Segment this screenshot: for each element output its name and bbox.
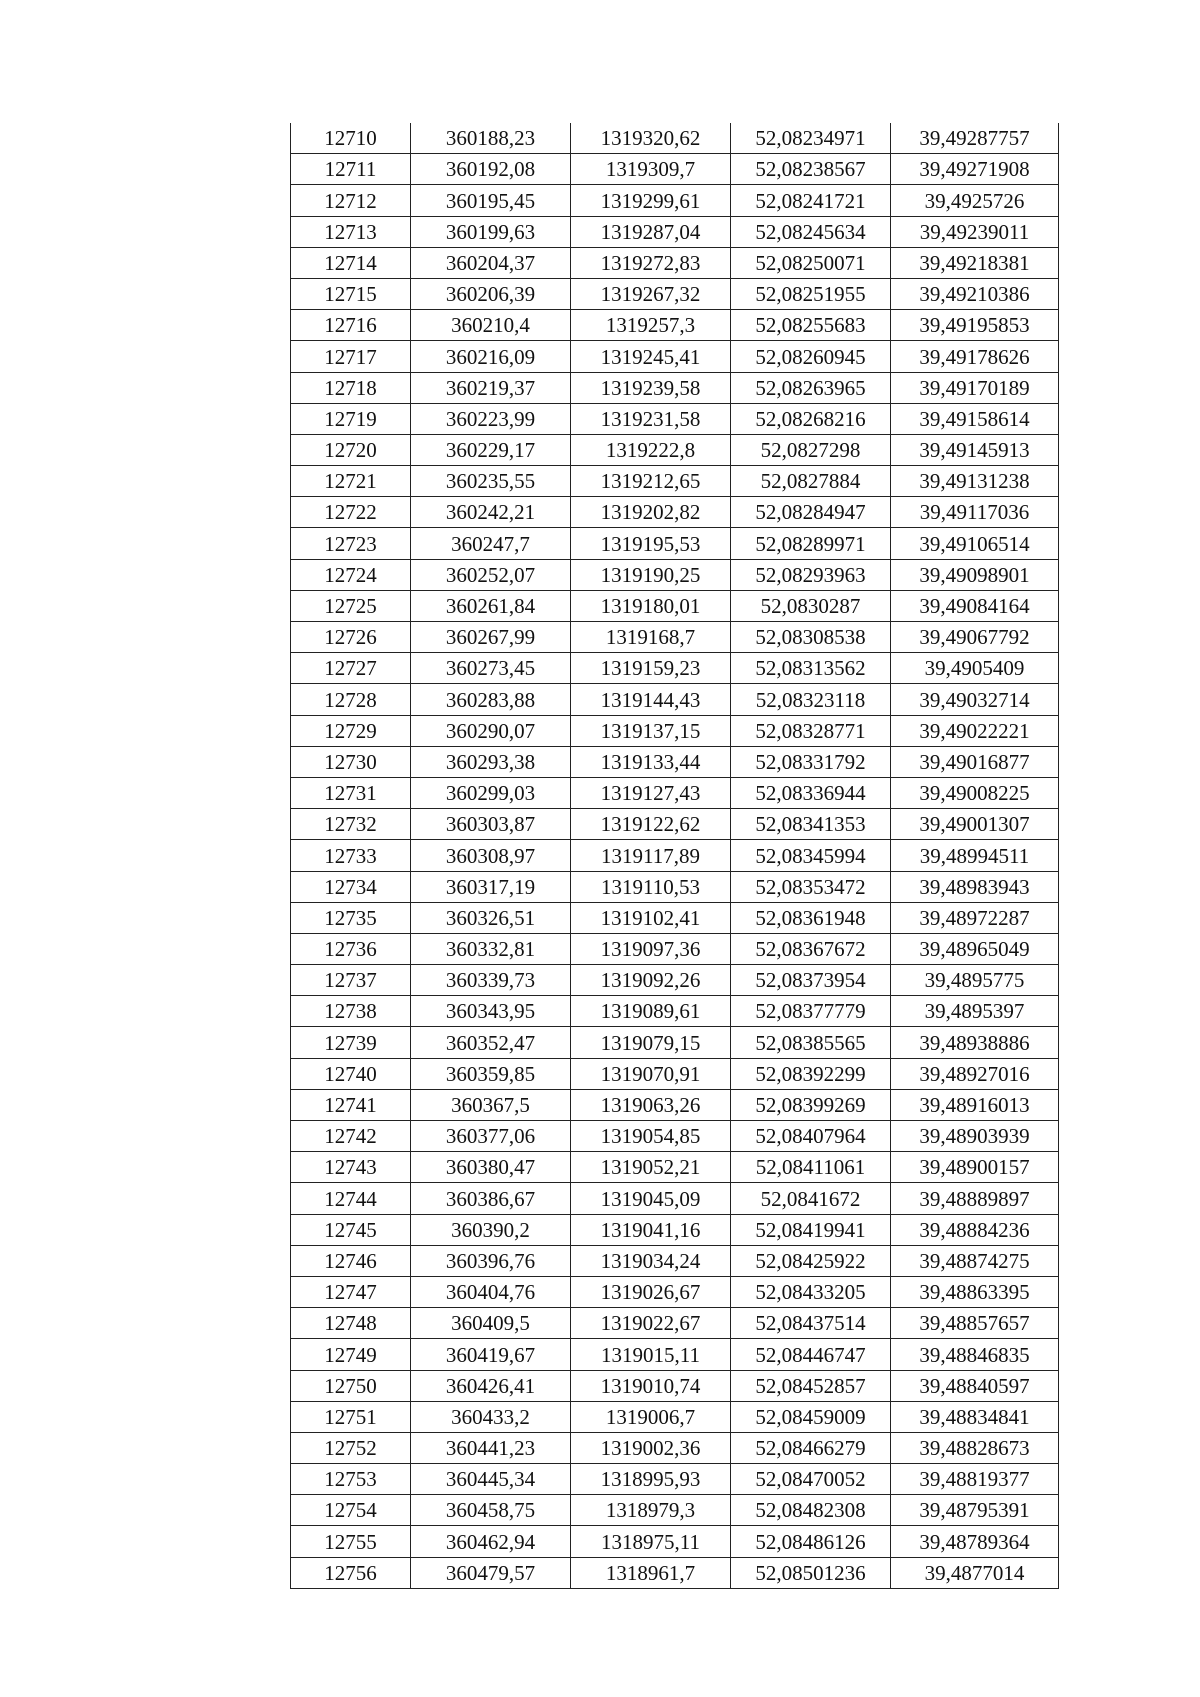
cell-coord-x: 360409,5 — [411, 1308, 571, 1339]
cell-coord-x: 360326,51 — [411, 902, 571, 933]
cell-point-number: 12743 — [291, 1152, 411, 1183]
table-row — [291, 1308, 1059, 1339]
cell-coord-y: 1319222,8 — [571, 434, 731, 465]
cell-longitude: 39,48916013 — [891, 1089, 1059, 1120]
table-row — [291, 653, 1059, 684]
cell-latitude: 52,08323118 — [731, 684, 891, 715]
cell-point-number: 12755 — [291, 1526, 411, 1557]
cell-coord-x: 360223,99 — [411, 403, 571, 434]
cell-point-number: 12753 — [291, 1464, 411, 1495]
cell-longitude: 39,48819377 — [891, 1464, 1059, 1495]
table-row — [291, 996, 1059, 1027]
cell-longitude: 39,48840597 — [891, 1370, 1059, 1401]
cell-longitude: 39,49117036 — [891, 497, 1059, 528]
cell-latitude: 52,08308538 — [731, 622, 891, 653]
cell-point-number: 12746 — [291, 1245, 411, 1276]
cell-longitude: 39,49210386 — [891, 278, 1059, 309]
cell-point-number: 12736 — [291, 933, 411, 964]
cell-longitude: 39,48857657 — [891, 1308, 1059, 1339]
cell-latitude: 52,08245634 — [731, 216, 891, 247]
cell-coord-y: 1318975,11 — [571, 1526, 731, 1557]
cell-longitude: 39,48863395 — [891, 1276, 1059, 1307]
cell-coord-y: 1319159,23 — [571, 653, 731, 684]
cell-coord-y: 1319212,65 — [571, 466, 731, 497]
cell-longitude: 39,49145913 — [891, 434, 1059, 465]
cell-point-number: 12751 — [291, 1401, 411, 1432]
cell-point-number: 12721 — [291, 466, 411, 497]
cell-point-number: 12734 — [291, 871, 411, 902]
cell-coord-y: 1319102,41 — [571, 902, 731, 933]
cell-point-number: 12733 — [291, 840, 411, 871]
cell-latitude: 52,08255683 — [731, 310, 891, 341]
table-row — [291, 871, 1059, 902]
cell-coord-x: 360267,99 — [411, 622, 571, 653]
cell-longitude: 39,49106514 — [891, 528, 1059, 559]
cell-coord-x: 360229,17 — [411, 434, 571, 465]
cell-latitude: 52,08466279 — [731, 1432, 891, 1463]
table-row — [291, 746, 1059, 777]
cell-longitude: 39,49016877 — [891, 746, 1059, 777]
cell-point-number: 12712 — [291, 185, 411, 216]
cell-coord-y: 1319272,83 — [571, 247, 731, 278]
cell-coord-y: 1319006,7 — [571, 1401, 731, 1432]
cell-latitude: 52,08268216 — [731, 403, 891, 434]
coordinates-table — [290, 123, 1059, 1589]
table-row — [291, 1401, 1059, 1432]
cell-latitude: 52,08260945 — [731, 341, 891, 372]
cell-latitude: 52,08241721 — [731, 185, 891, 216]
cell-latitude: 52,08425922 — [731, 1245, 891, 1276]
cell-latitude: 52,08313562 — [731, 653, 891, 684]
table-row — [291, 403, 1059, 434]
table-row — [291, 1058, 1059, 1089]
cell-coord-x: 360377,06 — [411, 1121, 571, 1152]
cell-coord-y: 1319168,7 — [571, 622, 731, 653]
cell-coord-y: 1319195,53 — [571, 528, 731, 559]
cell-coord-y: 1319299,61 — [571, 185, 731, 216]
cell-point-number: 12750 — [291, 1370, 411, 1401]
table-row — [291, 715, 1059, 746]
cell-latitude: 52,08377779 — [731, 996, 891, 1027]
cell-coord-y: 1319309,7 — [571, 154, 731, 185]
table-row — [291, 1245, 1059, 1276]
cell-latitude: 52,0841672 — [731, 1183, 891, 1214]
cell-latitude: 52,0830287 — [731, 590, 891, 621]
cell-coord-y: 1319110,53 — [571, 871, 731, 902]
cell-latitude: 52,08385565 — [731, 1027, 891, 1058]
cell-latitude: 52,08263965 — [731, 372, 891, 403]
cell-latitude: 52,08284947 — [731, 497, 891, 528]
cell-point-number: 12725 — [291, 590, 411, 621]
table-row — [291, 154, 1059, 185]
cell-longitude: 39,48938886 — [891, 1027, 1059, 1058]
cell-coord-x: 360367,5 — [411, 1089, 571, 1120]
cell-coord-x: 360419,67 — [411, 1339, 571, 1370]
cell-longitude: 39,48983943 — [891, 871, 1059, 902]
cell-point-number: 12749 — [291, 1339, 411, 1370]
table-row — [291, 1027, 1059, 1058]
cell-coord-y: 1318979,3 — [571, 1495, 731, 1526]
table-row — [291, 1214, 1059, 1245]
cell-coord-y: 1319034,24 — [571, 1245, 731, 1276]
table-row — [291, 1557, 1059, 1588]
cell-latitude: 52,08501236 — [731, 1557, 891, 1588]
table-row — [291, 933, 1059, 964]
cell-point-number: 12735 — [291, 902, 411, 933]
cell-coord-y: 1319122,62 — [571, 809, 731, 840]
cell-coord-y: 1319070,91 — [571, 1058, 731, 1089]
cell-point-number: 12727 — [291, 653, 411, 684]
cell-point-number: 12730 — [291, 746, 411, 777]
cell-coord-y: 1319239,58 — [571, 372, 731, 403]
table-row — [291, 216, 1059, 247]
cell-longitude: 39,49032714 — [891, 684, 1059, 715]
cell-coord-y: 1319133,44 — [571, 746, 731, 777]
cell-latitude: 52,08345994 — [731, 840, 891, 871]
cell-coord-y: 1319245,41 — [571, 341, 731, 372]
table-row — [291, 372, 1059, 403]
cell-latitude: 52,08446747 — [731, 1339, 891, 1370]
cell-point-number: 12724 — [291, 559, 411, 590]
table-row — [291, 1464, 1059, 1495]
cell-coord-y: 1319089,61 — [571, 996, 731, 1027]
cell-coord-x: 360299,03 — [411, 777, 571, 808]
cell-latitude: 52,08250071 — [731, 247, 891, 278]
cell-coord-y: 1318995,93 — [571, 1464, 731, 1495]
cell-coord-y: 1319045,09 — [571, 1183, 731, 1214]
cell-latitude: 52,08399269 — [731, 1089, 891, 1120]
cell-latitude: 52,08336944 — [731, 777, 891, 808]
cell-longitude: 39,48828673 — [891, 1432, 1059, 1463]
cell-coord-x: 360462,94 — [411, 1526, 571, 1557]
cell-longitude: 39,49158614 — [891, 403, 1059, 434]
cell-coord-y: 1319092,26 — [571, 965, 731, 996]
cell-latitude: 52,08486126 — [731, 1526, 891, 1557]
table-row — [291, 559, 1059, 590]
cell-latitude: 52,08452857 — [731, 1370, 891, 1401]
table-row — [291, 965, 1059, 996]
table-row — [291, 247, 1059, 278]
cell-coord-x: 360199,63 — [411, 216, 571, 247]
cell-latitude: 52,08411061 — [731, 1152, 891, 1183]
cell-coord-y: 1319079,15 — [571, 1027, 731, 1058]
cell-point-number: 12754 — [291, 1495, 411, 1526]
cell-latitude: 52,08419941 — [731, 1214, 891, 1245]
cell-coord-x: 360283,88 — [411, 684, 571, 715]
table-row — [291, 1495, 1059, 1526]
cell-latitude: 52,08251955 — [731, 278, 891, 309]
cell-coord-x: 360195,45 — [411, 185, 571, 216]
cell-coord-y: 1319022,67 — [571, 1308, 731, 1339]
table-row — [291, 1432, 1059, 1463]
table-row — [291, 622, 1059, 653]
cell-latitude: 52,08392299 — [731, 1058, 891, 1089]
cell-coord-x: 360293,38 — [411, 746, 571, 777]
cell-longitude: 39,4877014 — [891, 1557, 1059, 1588]
cell-coord-y: 1319054,85 — [571, 1121, 731, 1152]
cell-point-number: 12716 — [291, 310, 411, 341]
cell-coord-x: 360308,97 — [411, 840, 571, 871]
cell-point-number: 12739 — [291, 1027, 411, 1058]
cell-coord-x: 360426,41 — [411, 1370, 571, 1401]
cell-coord-x: 360441,23 — [411, 1432, 571, 1463]
cell-latitude: 52,08367672 — [731, 933, 891, 964]
cell-longitude: 39,49218381 — [891, 247, 1059, 278]
table-row — [291, 1089, 1059, 1120]
cell-latitude: 52,08437514 — [731, 1308, 891, 1339]
cell-coord-x: 360343,95 — [411, 996, 571, 1027]
cell-coord-x: 360206,39 — [411, 278, 571, 309]
cell-latitude: 52,08234971 — [731, 123, 891, 154]
cell-point-number: 12714 — [291, 247, 411, 278]
cell-point-number: 12738 — [291, 996, 411, 1027]
cell-coord-x: 360396,76 — [411, 1245, 571, 1276]
cell-point-number: 12722 — [291, 497, 411, 528]
cell-coord-y: 1319144,43 — [571, 684, 731, 715]
cell-coord-x: 360210,4 — [411, 310, 571, 341]
table-row — [291, 497, 1059, 528]
cell-coord-x: 360380,47 — [411, 1152, 571, 1183]
cell-longitude: 39,48846835 — [891, 1339, 1059, 1370]
cell-point-number: 12711 — [291, 154, 411, 185]
cell-longitude: 39,49022221 — [891, 715, 1059, 746]
cell-coord-x: 360252,07 — [411, 559, 571, 590]
cell-latitude: 52,08328771 — [731, 715, 891, 746]
cell-longitude: 39,48900157 — [891, 1152, 1059, 1183]
table-row — [291, 123, 1059, 154]
cell-point-number: 12742 — [291, 1121, 411, 1152]
cell-coord-x: 360273,45 — [411, 653, 571, 684]
cell-coord-y: 1319231,58 — [571, 403, 731, 434]
cell-coord-x: 360339,73 — [411, 965, 571, 996]
table-row — [291, 590, 1059, 621]
cell-point-number: 12728 — [291, 684, 411, 715]
cell-point-number: 12748 — [291, 1308, 411, 1339]
cell-coord-x: 360242,21 — [411, 497, 571, 528]
cell-coord-y: 1319117,89 — [571, 840, 731, 871]
cell-latitude: 52,08341353 — [731, 809, 891, 840]
cell-latitude: 52,08373954 — [731, 965, 891, 996]
cell-longitude: 39,48789364 — [891, 1526, 1059, 1557]
cell-point-number: 12747 — [291, 1276, 411, 1307]
table-row — [291, 1152, 1059, 1183]
cell-longitude: 39,49067792 — [891, 622, 1059, 653]
cell-coord-x: 360247,7 — [411, 528, 571, 559]
cell-longitude: 39,48965049 — [891, 933, 1059, 964]
cell-latitude: 52,0827298 — [731, 434, 891, 465]
cell-point-number: 12732 — [291, 809, 411, 840]
cell-coord-y: 1319137,15 — [571, 715, 731, 746]
cell-latitude: 52,08289971 — [731, 528, 891, 559]
table-row — [291, 809, 1059, 840]
table-row — [291, 777, 1059, 808]
table-row — [291, 902, 1059, 933]
cell-coord-y: 1319287,04 — [571, 216, 731, 247]
cell-longitude: 39,4925726 — [891, 185, 1059, 216]
cell-point-number: 12718 — [291, 372, 411, 403]
cell-coord-y: 1319015,11 — [571, 1339, 731, 1370]
cell-latitude: 52,08293963 — [731, 559, 891, 590]
cell-point-number: 12745 — [291, 1214, 411, 1245]
cell-point-number: 12756 — [291, 1557, 411, 1588]
cell-latitude: 52,08407964 — [731, 1121, 891, 1152]
table-row — [291, 528, 1059, 559]
cell-longitude: 39,49098901 — [891, 559, 1059, 590]
cell-point-number: 12737 — [291, 965, 411, 996]
cell-coord-x: 360235,55 — [411, 466, 571, 497]
table-row — [291, 1370, 1059, 1401]
cell-point-number: 12741 — [291, 1089, 411, 1120]
cell-point-number: 12726 — [291, 622, 411, 653]
cell-coord-y: 1319267,32 — [571, 278, 731, 309]
cell-point-number: 12713 — [291, 216, 411, 247]
table-row — [291, 1526, 1059, 1557]
cell-latitude: 52,08470052 — [731, 1464, 891, 1495]
cell-longitude: 39,49287757 — [891, 123, 1059, 154]
cell-longitude: 39,49170189 — [891, 372, 1059, 403]
cell-longitude: 39,48903939 — [891, 1121, 1059, 1152]
cell-coord-x: 360458,75 — [411, 1495, 571, 1526]
cell-longitude: 39,49084164 — [891, 590, 1059, 621]
cell-latitude: 52,08482308 — [731, 1495, 891, 1526]
cell-coord-x: 360192,08 — [411, 154, 571, 185]
cell-latitude: 52,08361948 — [731, 902, 891, 933]
cell-coord-x: 360352,47 — [411, 1027, 571, 1058]
cell-coord-x: 360290,07 — [411, 715, 571, 746]
cell-point-number: 12710 — [291, 123, 411, 154]
cell-latitude: 52,08459009 — [731, 1401, 891, 1432]
cell-longitude: 39,48884236 — [891, 1214, 1059, 1245]
cell-coord-y: 1319127,43 — [571, 777, 731, 808]
table-row — [291, 310, 1059, 341]
cell-coord-x: 360359,85 — [411, 1058, 571, 1089]
cell-coord-y: 1319320,62 — [571, 123, 731, 154]
cell-point-number: 12715 — [291, 278, 411, 309]
cell-coord-x: 360261,84 — [411, 590, 571, 621]
cell-coord-y: 1319180,01 — [571, 590, 731, 621]
cell-coord-x: 360404,76 — [411, 1276, 571, 1307]
cell-coord-y: 1319041,16 — [571, 1214, 731, 1245]
cell-coord-x: 360216,09 — [411, 341, 571, 372]
cell-coord-y: 1319063,26 — [571, 1089, 731, 1120]
table-row — [291, 1339, 1059, 1370]
cell-longitude: 39,48972287 — [891, 902, 1059, 933]
table-row — [291, 278, 1059, 309]
cell-latitude: 52,08433205 — [731, 1276, 891, 1307]
cell-coord-x: 360433,2 — [411, 1401, 571, 1432]
cell-point-number: 12720 — [291, 434, 411, 465]
cell-coord-x: 360204,37 — [411, 247, 571, 278]
cell-point-number: 12719 — [291, 403, 411, 434]
cell-coord-y: 1319257,3 — [571, 310, 731, 341]
cell-coord-y: 1319010,74 — [571, 1370, 731, 1401]
cell-coord-x: 360332,81 — [411, 933, 571, 964]
cell-longitude: 39,48994511 — [891, 840, 1059, 871]
cell-longitude: 39,4905409 — [891, 653, 1059, 684]
cell-coord-y: 1319026,67 — [571, 1276, 731, 1307]
coordinates-table-body — [291, 123, 1059, 1588]
cell-coord-y: 1319052,21 — [571, 1152, 731, 1183]
cell-coord-x: 360390,2 — [411, 1214, 571, 1245]
cell-coord-y: 1319002,36 — [571, 1432, 731, 1463]
cell-point-number: 12723 — [291, 528, 411, 559]
cell-coord-x: 360303,87 — [411, 809, 571, 840]
table-row — [291, 466, 1059, 497]
table-row — [291, 434, 1059, 465]
cell-longitude: 39,49178626 — [891, 341, 1059, 372]
cell-longitude: 39,48834841 — [891, 1401, 1059, 1432]
cell-point-number: 12731 — [291, 777, 411, 808]
cell-longitude: 39,48874275 — [891, 1245, 1059, 1276]
cell-coord-x: 360317,19 — [411, 871, 571, 902]
table-row — [291, 1183, 1059, 1214]
cell-longitude: 39,49008225 — [891, 777, 1059, 808]
cell-longitude: 39,48889897 — [891, 1183, 1059, 1214]
table-row — [291, 1276, 1059, 1307]
cell-longitude: 39,4895397 — [891, 996, 1059, 1027]
cell-coord-y: 1319202,82 — [571, 497, 731, 528]
cell-point-number: 12740 — [291, 1058, 411, 1089]
table-row — [291, 840, 1059, 871]
cell-longitude: 39,4895775 — [891, 965, 1059, 996]
table-row — [291, 341, 1059, 372]
cell-point-number: 12717 — [291, 341, 411, 372]
cell-longitude: 39,48795391 — [891, 1495, 1059, 1526]
cell-coord-x: 360445,34 — [411, 1464, 571, 1495]
cell-longitude: 39,48927016 — [891, 1058, 1059, 1089]
cell-coord-y: 1319097,36 — [571, 933, 731, 964]
cell-latitude: 52,08353472 — [731, 871, 891, 902]
cell-latitude: 52,0827884 — [731, 466, 891, 497]
cell-latitude: 52,08331792 — [731, 746, 891, 777]
cell-longitude: 39,49195853 — [891, 310, 1059, 341]
cell-coord-y: 1318961,7 — [571, 1557, 731, 1588]
cell-longitude: 39,49131238 — [891, 466, 1059, 497]
table-row — [291, 185, 1059, 216]
cell-point-number: 12752 — [291, 1432, 411, 1463]
table-row — [291, 1121, 1059, 1152]
cell-point-number: 12744 — [291, 1183, 411, 1214]
cell-longitude: 39,49271908 — [891, 154, 1059, 185]
table-row — [291, 684, 1059, 715]
cell-coord-y: 1319190,25 — [571, 559, 731, 590]
cell-coord-x: 360188,23 — [411, 123, 571, 154]
cell-coord-x: 360479,57 — [411, 1557, 571, 1588]
cell-latitude: 52,08238567 — [731, 154, 891, 185]
cell-coord-x: 360386,67 — [411, 1183, 571, 1214]
cell-point-number: 12729 — [291, 715, 411, 746]
cell-longitude: 39,49001307 — [891, 809, 1059, 840]
cell-longitude: 39,49239011 — [891, 216, 1059, 247]
cell-coord-x: 360219,37 — [411, 372, 571, 403]
